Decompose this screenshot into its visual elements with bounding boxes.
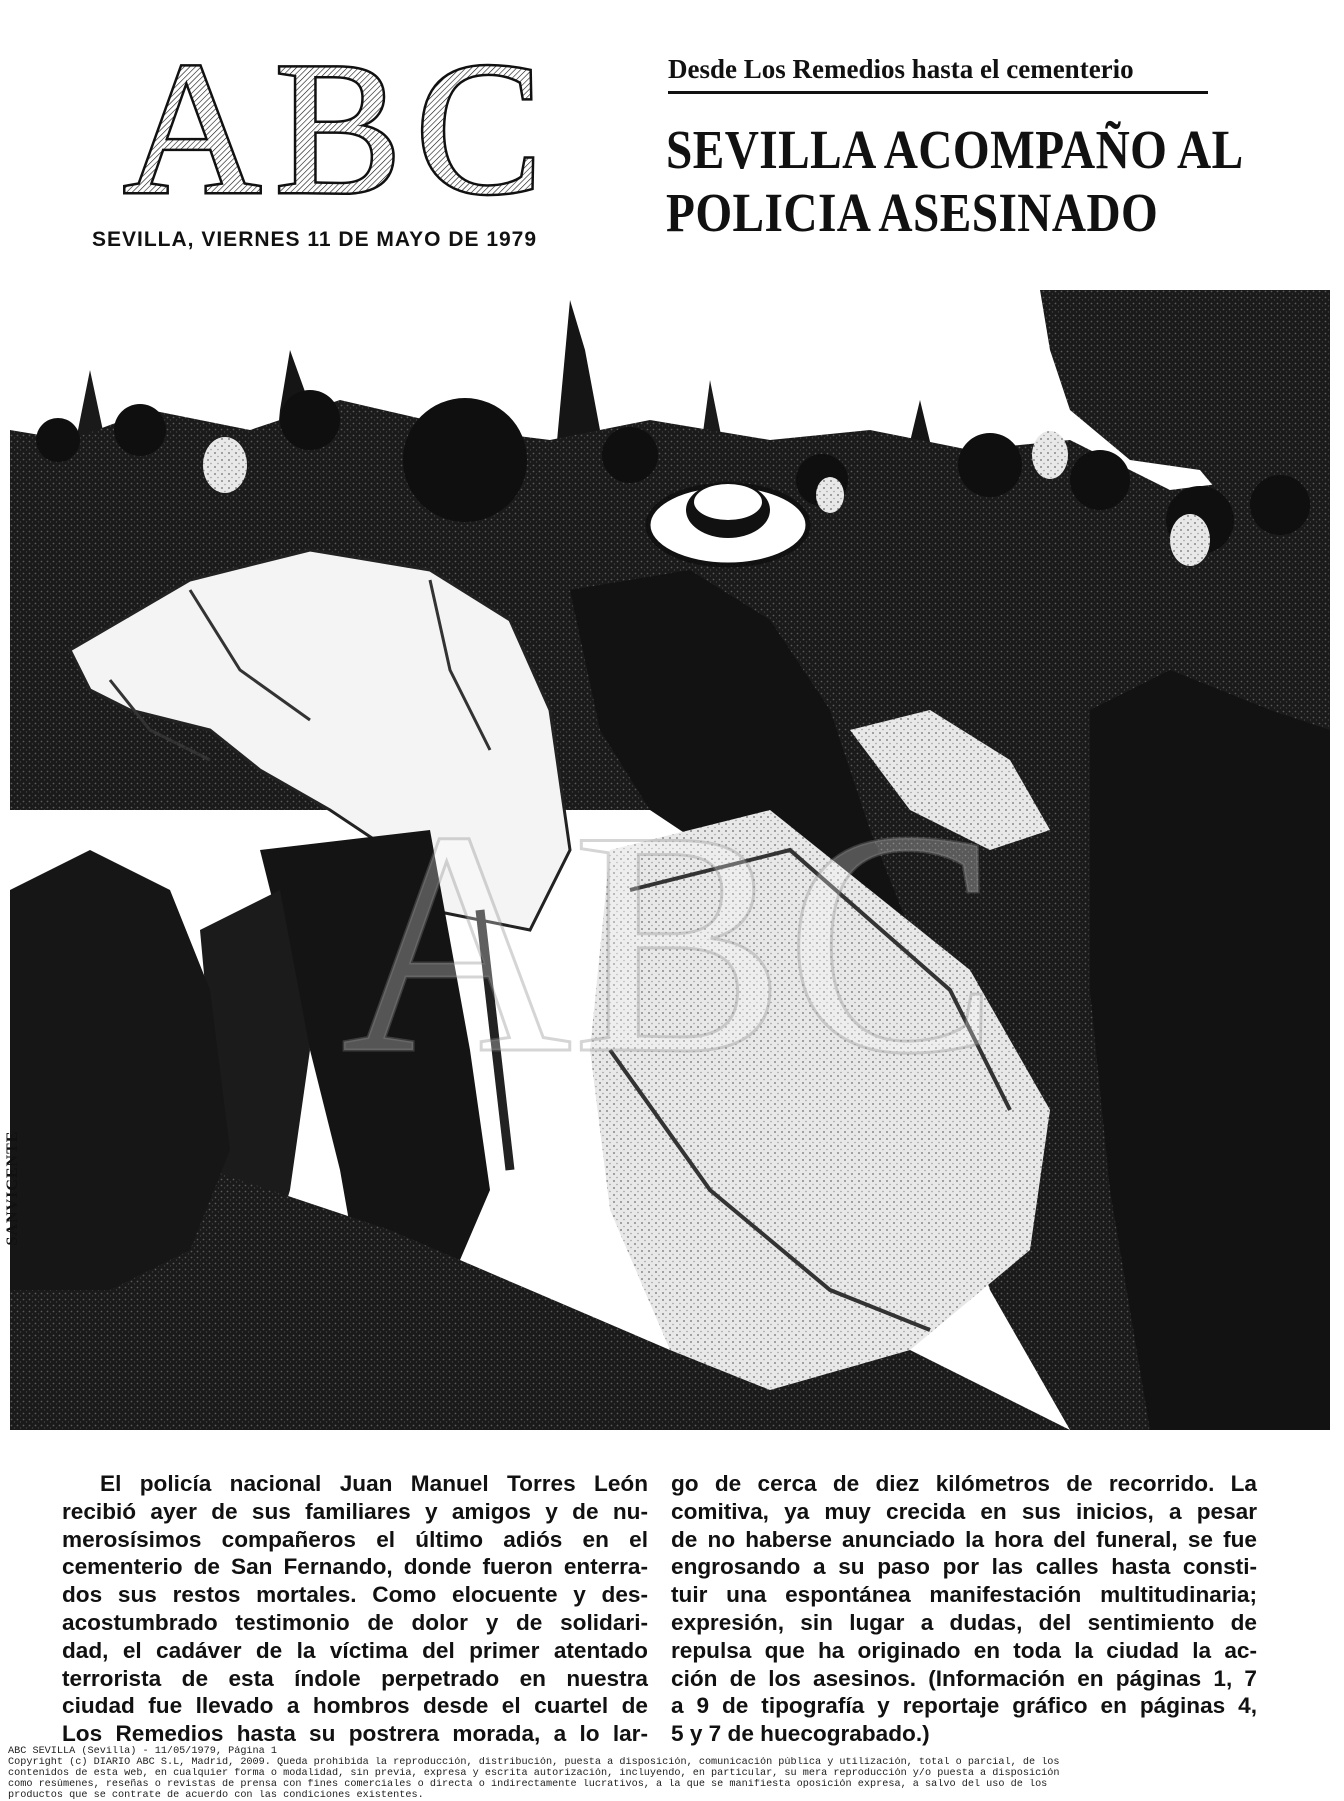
article-line: de no haberse anunciado la hora del funeral, se fue (671, 1526, 1257, 1552)
article-line: ción de los asesinos. (Información en páginas 1, 7 (671, 1665, 1257, 1691)
article-line: repulsa que ha originado en toda la ciudad la ac- (671, 1637, 1257, 1663)
photo-watermark: ABC (341, 766, 999, 1120)
article-column-left (62, 1470, 648, 1748)
copyright-footer (8, 1746, 1338, 1801)
logo-text: ABC (123, 40, 557, 220)
main-headline (666, 118, 1244, 244)
article-line: expresión, sin lugar a dudas, del sentimiento de (671, 1609, 1257, 1635)
article-line: engrosando a su paso por las calles hasta consti- (671, 1554, 1257, 1580)
dateline: SEVILLA, VIERNES 11 DE MAYO DE 1979 (92, 228, 538, 251)
article-line: dos sus restos mortales. Como elocuente y des- (62, 1582, 648, 1608)
headline-line-1: SEVILLA ACOMPAÑO AL (666, 119, 1244, 180)
kicker-headline: Desde Los Remedios hasta el cementerio (668, 54, 1208, 94)
headline-line-2: POLICIA ASESINADO (666, 182, 1159, 243)
article-line: 5 y 7 de huecograbado.) (671, 1721, 930, 1747)
hat (648, 482, 808, 565)
abc-logo (120, 40, 560, 220)
photo-credit: SANVICENTE (4, 1130, 21, 1246)
article-line: terrorista de esta índole perpetrado en nuestra (62, 1665, 648, 1691)
article-line: dad, el cadáver de la víctima del primer atentado (62, 1637, 648, 1663)
footer-copyright-line: como resúmenes, reseñas o revistas de prensa con fines comerciales o directa o indirectamente lucrativos, a la que se manifiesta oposición expresa, a salvo del uso de los (8, 1779, 1048, 1790)
footer-copyright-line: productos que se contrate de acuerdo con las condiciones existentes. (8, 1790, 424, 1801)
funeral-photo (10, 290, 1330, 1430)
article-line: acostumbrado testimonio de dolor y de solidari- (62, 1609, 648, 1635)
footer-copyright-line: Copyright (c) DIARIO ABC S.L, Madrid, 2009. Queda prohibida la reproducción, distribución, puesta a disposición, comunicación pública y utilización, total o parcial, de los (8, 1757, 1060, 1768)
article-line: El policía nacional Juan Manuel Torres León (100, 1471, 648, 1496)
article-line: ciudad fue llevado a hombros desde el cuartel de (62, 1693, 648, 1719)
article-line: recibió ayer de sus familiares y amigos y de nu- (62, 1498, 648, 1524)
article-line: comitiva, ya muy crecida en sus inicios, a pesar (671, 1498, 1257, 1524)
article-line: merosísimos compañeros el último adiós en el (62, 1526, 648, 1552)
article-line: a 9 de tipografía y reportaje gráfico en páginas 4, (671, 1693, 1257, 1719)
article-line: go de cerca de diez kilómetros de recorrido. La (671, 1471, 1257, 1496)
article-line: Los Remedios hasta su postrera morada, a lo lar- (62, 1721, 648, 1747)
footer-copyright-line: contenidos de esta web, en cualquier forma o modalidad, sin previa, expresa y escrita autorización, incluyendo, en particular, su mera reproducción y/o puesta a disposición (8, 1768, 1060, 1779)
footer-source-line: ABC SEVILLA (Sevilla) - 11/05/1979, Página 1 (8, 1746, 277, 1757)
article-column-right (671, 1470, 1257, 1748)
article-line: tuir una espontánea manifestación multitudinaria; (671, 1582, 1257, 1608)
article-line: cementerio de San Fernando, donde fueron enterra- (62, 1554, 648, 1580)
